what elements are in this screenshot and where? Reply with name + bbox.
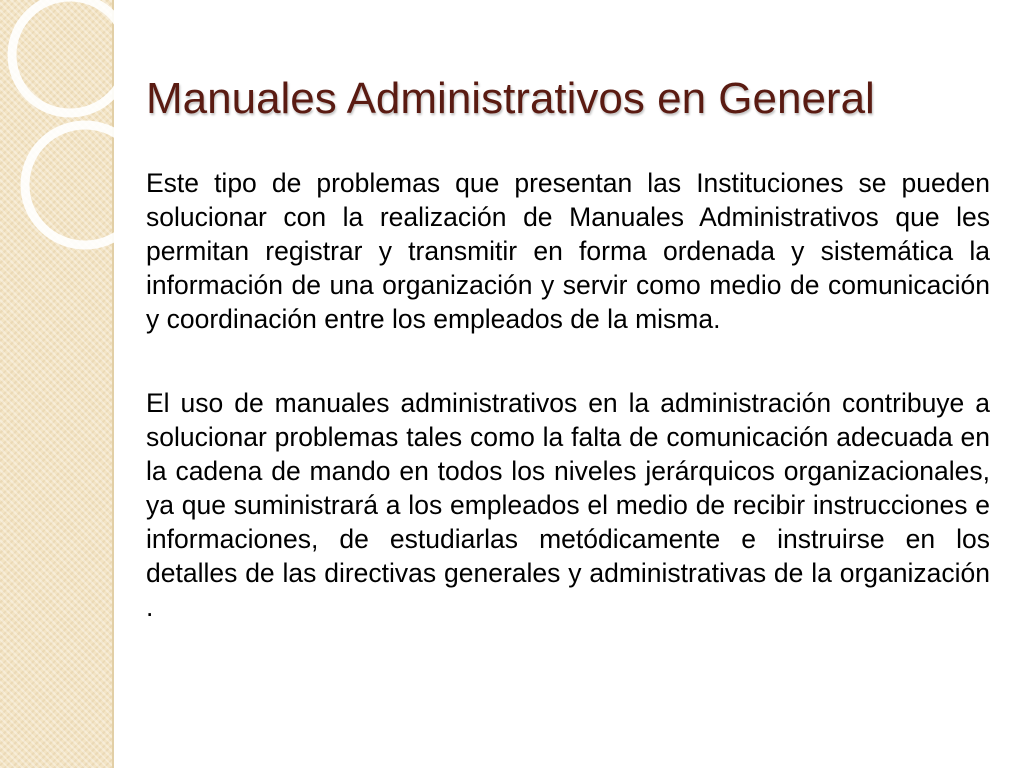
slide-title: Manuales Administrativos en General	[146, 74, 875, 123]
decorative-ring-top	[12, 0, 128, 113]
body-paragraph-2: El uso de manuales administrativos en la administración contribuye a solucionar problemas tales como la falta de comunicación adecuada en la cadena de mando en todos los niveles jerárquicos organizacionales, ya que suministrará a los empleados el medio de recibir instrucciones e informaciones, de estudiarlas metódicamente e instruirse en los detalles de las directivas generales y administrativas de la organización .	[146, 388, 990, 622]
decorative-ring-bottom	[25, 125, 145, 245]
body-paragraph-1: Este tipo de problemas que presentan las Instituciones se pueden solucionar con la realización de Manuales Administrativos que les permitan registrar y transmitir en forma ordenada y sistemática la información de una organización y servir como medio de comunicación y coordinación entre los empleados de la misma.	[146, 168, 990, 334]
decorative-rings-icon	[0, 0, 160, 260]
slide-body	[146, 166, 990, 624]
